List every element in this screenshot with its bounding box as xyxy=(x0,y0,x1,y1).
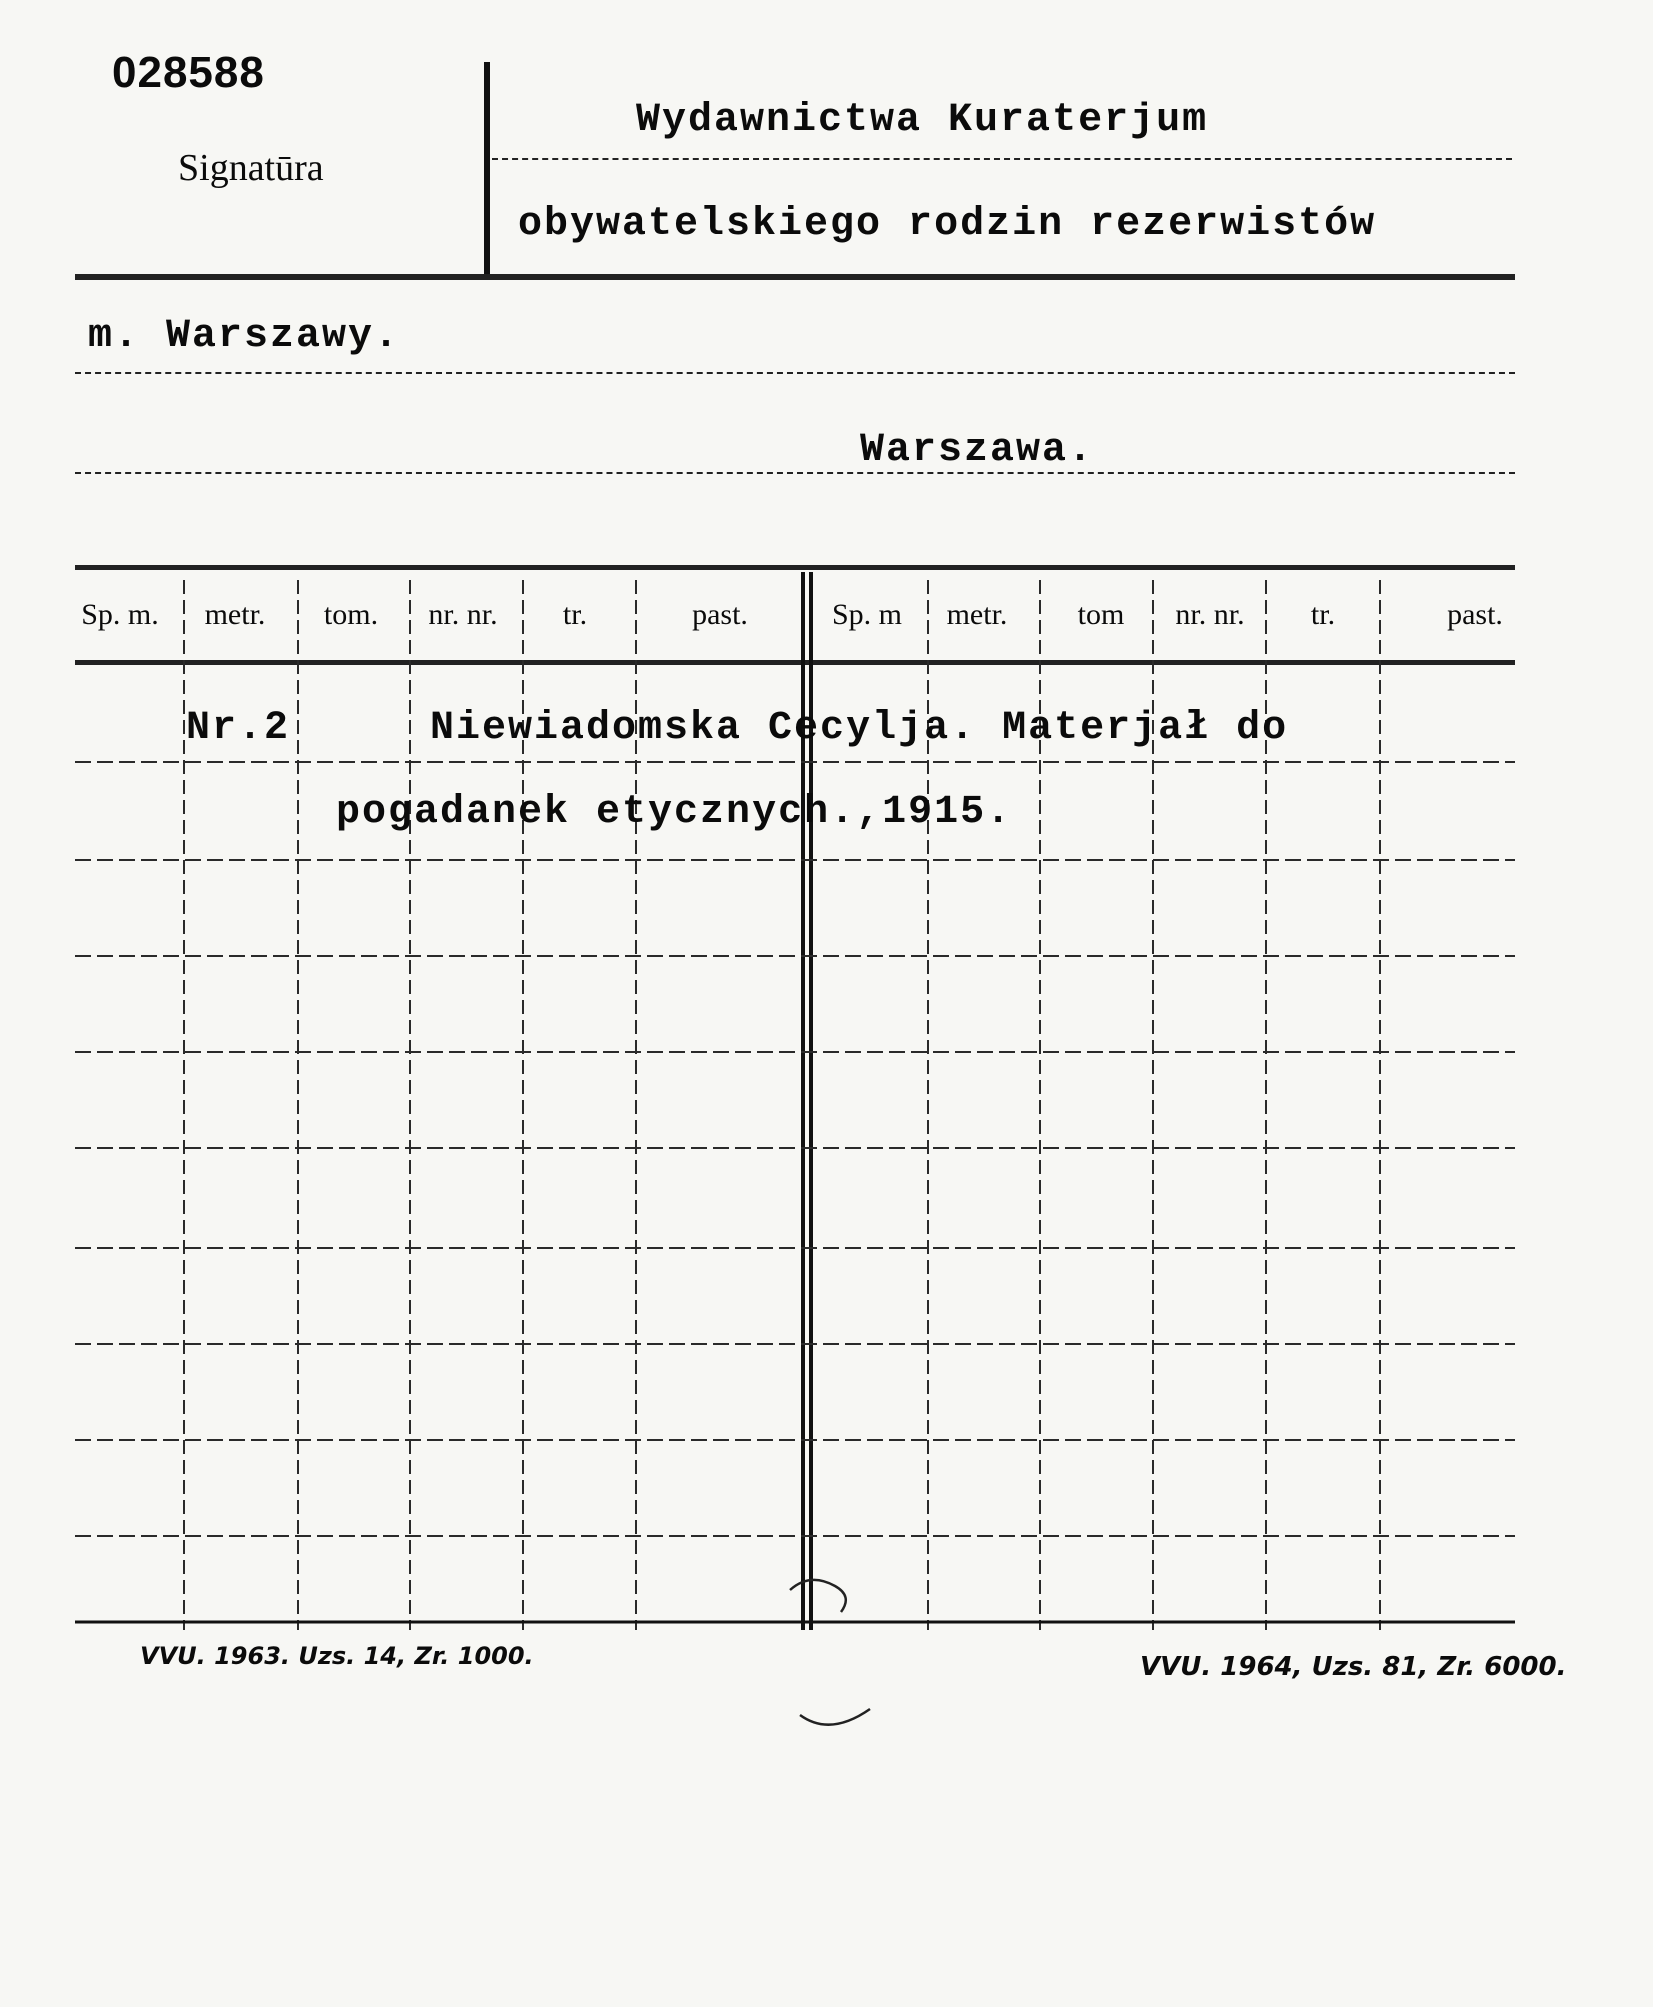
col-metr-left: metr. xyxy=(204,598,266,631)
col-sp-m-right: Sp. m xyxy=(831,598,903,631)
col-past-left: past. xyxy=(692,598,748,631)
note-left: VVU. 1963. Uzs. 14, Zr. 1000. xyxy=(140,1642,534,1670)
note-right: VVU. 1964, Uzs. 81, Zr. 6000. xyxy=(1140,1652,1567,1682)
signature-label: Signatūra xyxy=(178,147,324,189)
col-nr-nr-left: nr. nr. xyxy=(428,598,498,631)
col-tr-left: tr. xyxy=(562,598,588,631)
col-metr-right: metr. xyxy=(946,598,1008,631)
col-past-right: past. xyxy=(1447,598,1503,631)
entry-number: Nr.2 xyxy=(186,706,291,751)
entry-author-title: Niewiadomska Cecylja. Materjał do xyxy=(430,706,1289,751)
publisher-line-3: m. Warszawy. xyxy=(88,314,401,359)
col-tom-left: tom. xyxy=(323,598,379,631)
call-number: 028588 xyxy=(112,48,265,97)
publisher-line-2: obywatelskiego rodzin rezerwistów xyxy=(518,202,1377,247)
publisher-line-1: Wydawnictwa Kuraterjum xyxy=(636,98,1209,143)
place-of-publication: Warszawa. xyxy=(860,428,1095,473)
col-tom-right: tom xyxy=(1077,598,1125,631)
entry-title-continued: pogadanek etycznych.,1915. xyxy=(336,790,1013,835)
col-sp-m-left: Sp. m. xyxy=(81,598,159,631)
col-tr-right: tr. xyxy=(1310,598,1336,631)
col-nr-nr-right: nr. nr. xyxy=(1175,598,1245,631)
